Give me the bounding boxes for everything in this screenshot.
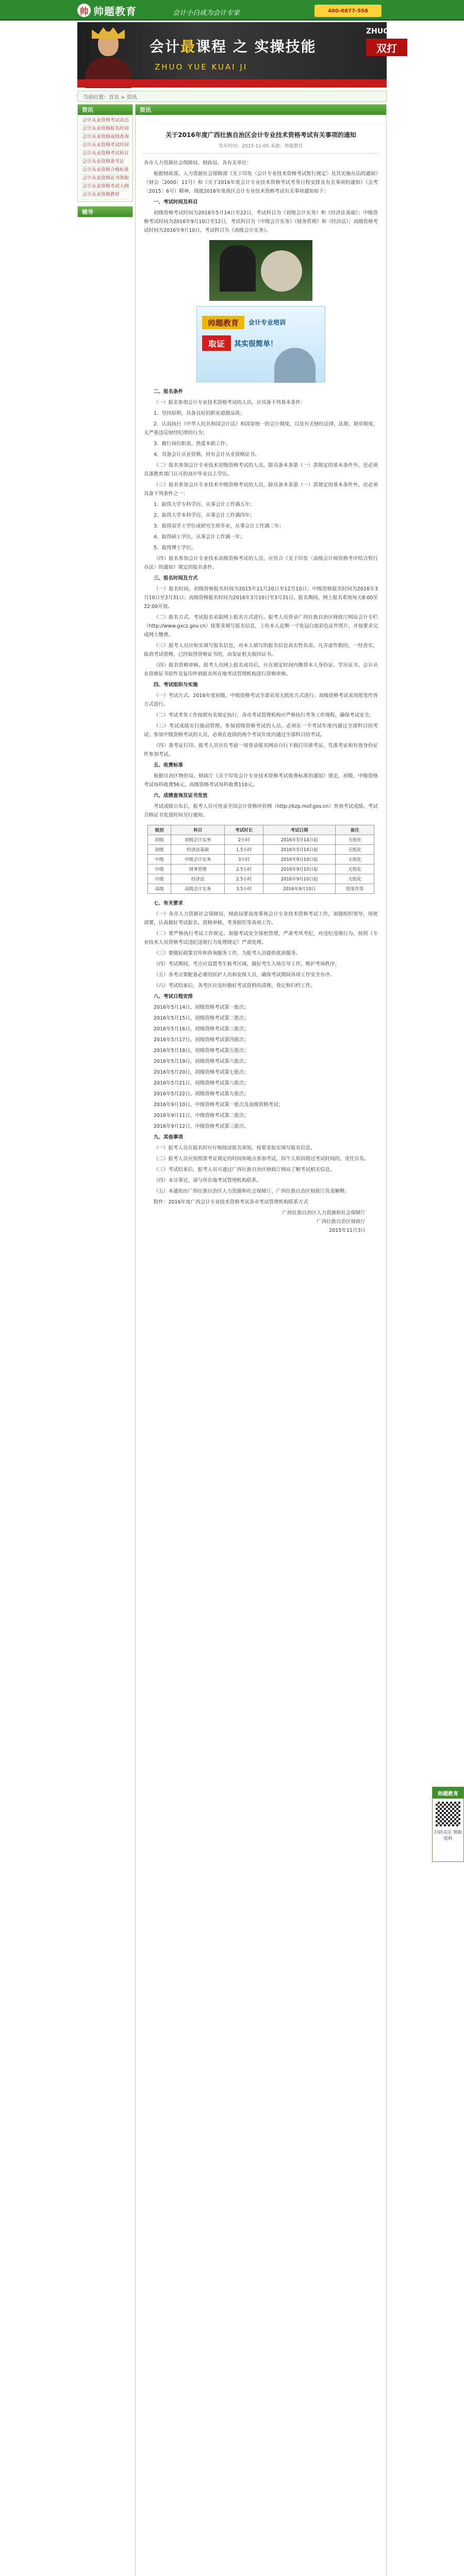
article-body bbox=[136, 159, 386, 1235]
article-paragraph: 1．坚持原则，具备良好的职业道德品质； bbox=[154, 411, 245, 416]
section-heading: 一、考试时间及科目 bbox=[154, 199, 198, 205]
sidebar-news-item[interactable]: · 会计从业资格成绩查询 bbox=[81, 133, 129, 142]
table-cell: 高级会计实务 bbox=[171, 884, 225, 894]
article-paragraph: （四）准考证打印。报考人员应在考前一周登录报名网站自行下载打印准考证，凭准考证和有效身份证件参加考试。 bbox=[144, 743, 378, 757]
section-heading: 四、考试组织与实施 bbox=[154, 682, 198, 688]
banner-title: 会计最课程 之 实操技能 bbox=[150, 38, 317, 55]
sidebar-news-title: 资讯 bbox=[78, 105, 132, 115]
article-paragraph: （一）考试方式。2016年度初级、中级资格考试全部采用无纸化方式进行；高级资格考试采用纸笔作答方式进行。 bbox=[144, 693, 378, 707]
section-heading: 六、成绩查询及证书发放 bbox=[154, 793, 208, 799]
table-cell: 经济法基础 bbox=[171, 845, 225, 855]
float-ad-title: 帅题教育 bbox=[433, 1787, 463, 1799]
article-signature bbox=[144, 1209, 378, 1235]
table-cell: 2.5小时 bbox=[225, 874, 263, 884]
section-heading: 八、考试日程安排 bbox=[154, 994, 193, 999]
hero-banner[interactable] bbox=[77, 22, 397, 88]
promo-banner[interactable] bbox=[196, 306, 325, 382]
qr-code-icon bbox=[436, 1802, 460, 1826]
table-cell: 2016年5月14日起 bbox=[263, 835, 335, 845]
article-paragraph: 2．取得大学本科学历，从事会计工作满四年； bbox=[154, 513, 255, 518]
table-header-cell: 考试时长 bbox=[225, 825, 263, 835]
logo[interactable] bbox=[77, 3, 137, 18]
table-row bbox=[148, 884, 374, 894]
table-cell: 初级会计实务 bbox=[171, 835, 225, 845]
article-paragraph: 3．取得双学士学位或研究生班毕业，从事会计工作满二年； bbox=[154, 523, 285, 529]
sidebar-news-item[interactable]: · 会计从业资格考试大纲 bbox=[81, 183, 129, 191]
article-paragraph: 4．具备会计从业资格，持有会计从业资格证书。 bbox=[154, 452, 260, 457]
table-cell: 1.5小时 bbox=[225, 845, 263, 855]
table-cell: 中级 bbox=[148, 874, 171, 884]
article-paragraph: 2016年5月17日，初级资格考试第四批次； bbox=[154, 1037, 249, 1043]
article-paragraph: （三）考试成绩实行滚动管理。参加初级资格考试的人员，必须在一个考试年度内通过全部科目的考试；参加中级资格考试的人员，必须在连续的两个考试年度内通过全部科目的考试。 bbox=[144, 723, 378, 738]
site-header bbox=[0, 0, 464, 21]
article-paragraph: 2016年5月19日，初级资格考试第六批次； bbox=[154, 1059, 249, 1064]
article-paragraph: （三）报考人员应如实填写报名信息，对本人填写的报名信息真实性负责。凡弄虚作假的，一经查实，取消考试资格，已经取得资格证书的，由发证机关收回证书。 bbox=[144, 643, 378, 657]
signature-org2: 广西壮族自治区财政厅 bbox=[316, 1219, 366, 1225]
article-paragraph: 2016年5月20日，初级资格考试第七批次； bbox=[154, 1070, 249, 1075]
article-paragraph: （四）未尽事宜，请与所在地考试管理机构联系。 bbox=[154, 1178, 262, 1183]
article-paragraph: （二）考试考务工作按照有关规定执行，各市考试管理机构应严格执行考务工作规程，确保考试安全。 bbox=[154, 713, 374, 718]
article-paragraph: 2016年5月15日，初级资格考试第二批次； bbox=[154, 1015, 249, 1021]
table-row bbox=[148, 835, 374, 845]
article-paragraph: 2016年5月18日，初级资格考试第五批次； bbox=[154, 1048, 249, 1054]
slogan: 会计小白成为会计专家 bbox=[173, 9, 240, 17]
sidebar-news-item[interactable]: · 会计从业资格教材 bbox=[81, 191, 129, 199]
article-image bbox=[209, 240, 312, 301]
article-paragraph: 2016年9月12日，中级资格考试第三批次。 bbox=[154, 1124, 249, 1129]
logo-text: 帅题教育 bbox=[93, 5, 137, 18]
table-header-cell: 级别 bbox=[148, 825, 171, 835]
promo-line1: 会计专业培训 bbox=[248, 319, 286, 326]
article-paragraph: 根据财政部、人力资源社会保障部《关于印发〈会计专业技术资格考试暂行规定〉及其实施办法的通知》（财会〔2000〕11号）和《关于2016年度会计专业技术资格考试考务日程安排及有关事项的通知》（会考〔2015〕6号）精神，现就2016年度我区会计专业技术资格考试有关事项通知如下： bbox=[144, 171, 378, 194]
sidebar-news-item[interactable]: · 会计从业资格考试动态 bbox=[81, 117, 129, 125]
table-cell: 2小时 bbox=[225, 835, 263, 845]
table-cell: 2016年9月10日起 bbox=[263, 874, 335, 884]
article-paragraph: 2016年9月10日，中级资格考试第一批次及高级资格考试； bbox=[154, 1102, 284, 1108]
table-row bbox=[148, 874, 374, 884]
table-cell: 初级 bbox=[148, 835, 171, 845]
breadcrumb: 当前位置：首页 > 资讯 bbox=[77, 91, 387, 102]
section-heading: 三、报名时间及方式 bbox=[154, 575, 198, 581]
table-row bbox=[148, 865, 374, 874]
table-cell: 无纸化 bbox=[336, 874, 374, 884]
article-paragraph: 考试成绩公布后，报考人员可登录全国会计资格评价网（http://kzp.mof.gov.cn）查询考试成绩。考试合格证书发放时间另行通知。 bbox=[144, 804, 378, 818]
main-content bbox=[135, 104, 387, 2576]
article-paragraph: 根据自治区物价局、财政厅《关于印发会计专业技术资格考试收费标准的通知》规定，初级、中级资格考试每科收费56元，高级资格考试每科收费110元。 bbox=[144, 773, 378, 788]
table-cell: 无纸化 bbox=[336, 845, 374, 855]
article-paragraph: （二）报名参加会计专业技术初级资格考试的人员，除具备本条第（一）款规定的基本条件外，还必须具备教育部门认可的高中毕业以上学历。 bbox=[144, 463, 378, 477]
sidebar-news-box bbox=[77, 104, 133, 202]
signature-org1: 广西壮族自治区人力资源和社会保障厅 bbox=[282, 1210, 366, 1216]
article-paragraph: （二）报考人员应按照准考证规定的时间和地点参加考试，因个人原因错过考试时间的，责任自负。 bbox=[154, 1156, 370, 1162]
table-cell: 2016年9月10日起 bbox=[263, 855, 335, 865]
article-paragraph: 2．认真执行《中华人民共和国会计法》和国家统一的会计制度，以及有关财经法律、法规、规章制度，无严重违反财经纪律的行为； bbox=[144, 421, 378, 436]
banner-brand: ZHUO YUE KUAI JI bbox=[155, 62, 248, 72]
sidebar-tutoring-title: 辅导 bbox=[78, 207, 132, 217]
table-header-cell: 备注 bbox=[336, 825, 374, 835]
section-heading: 二、报名条件 bbox=[154, 389, 184, 395]
article-title: 关于2016年度广西壮族自治区会计专业技术资格考试有关事项的通知 bbox=[165, 131, 356, 139]
table-cell: 无纸化 bbox=[336, 835, 374, 845]
sidebar-news-item[interactable]: · 会计从业资格报名时间 bbox=[81, 125, 129, 133]
article-paragraph: 1．取得大学专科学历，从事会计工作满五年； bbox=[154, 502, 255, 507]
promo-person-image bbox=[274, 348, 316, 383]
signature-date: 2015年11月3日 bbox=[329, 1228, 366, 1233]
article-meta: 发布时间：2015-11-05 来源：帅题教育 bbox=[219, 144, 303, 149]
article-paragraph: （一）报名时间。初级资格报名时间为2015年11月20日至12月10日；中级资格报名时间为2016年3月10日至3月31日；高级资格报名时间为2016年3月10日至3月31日。报名期间，网上报名系统每天8:00至22:00开放。 bbox=[144, 586, 378, 609]
banner-person-image bbox=[82, 27, 134, 88]
sidebar-news-list bbox=[78, 115, 132, 201]
promo-badge: 帅题教育 bbox=[202, 316, 244, 329]
article-paragraph: 各市人力资源社会保障局、财政局，各有关单位： bbox=[144, 160, 252, 166]
article-paragraph: 2016年5月16日，初级资格考试第三批次； bbox=[154, 1026, 249, 1032]
table-cell: 财务管理 bbox=[171, 865, 225, 874]
article-paragraph: 3．履行岗位职责，热爱本职工作； bbox=[154, 441, 230, 447]
sidebar-news-item[interactable]: · 会计从业资格证书领取 bbox=[81, 175, 129, 183]
banner-strip bbox=[77, 79, 387, 88]
sidebar-news-item[interactable]: · 会计从业资格考试时间 bbox=[81, 142, 129, 150]
article-paragraph: （五）本通知由广西壮族自治区人力资源和社会保障厅、广西壮族自治区财政厅负责解释。 bbox=[154, 1189, 350, 1194]
table-cell: 初级 bbox=[148, 845, 171, 855]
article-paragraph: 2016年5月22日，初级资格考试第九批次； bbox=[154, 1091, 249, 1097]
table-cell: 纸笔作答 bbox=[336, 884, 374, 894]
divider bbox=[143, 153, 379, 154]
table-row bbox=[148, 855, 374, 865]
article-paragraph: （六）考试结束后，各考区应及时做好考试资料的清理、登记和归档工作。 bbox=[154, 983, 316, 989]
float-ad-text: 扫码关注 领取资料 bbox=[434, 1830, 462, 1841]
sidebar-tutoring-box bbox=[77, 206, 133, 217]
article-paragraph: 2016年5月21日，初级资格考试第八批次； bbox=[154, 1080, 249, 1086]
sidebar-news-item[interactable]: · 会计从业资格考试科目 bbox=[81, 150, 129, 158]
promo-line2: 其实很简单！ bbox=[234, 340, 277, 348]
article-paragraph: 附件：2016年度广西会计专业技术资格考试各市考试管理机构联系方式 bbox=[154, 1199, 308, 1205]
table-cell: 无纸化 bbox=[336, 865, 374, 874]
article-paragraph: （一）报名参加会计专业技术资格考试的人员，应具备下列基本条件： bbox=[154, 400, 306, 405]
table-cell: 高级 bbox=[148, 884, 171, 894]
exam-schedule-table bbox=[147, 825, 374, 894]
table-cell: 无纸化 bbox=[336, 855, 374, 865]
floating-qr-ad[interactable] bbox=[432, 1787, 464, 1862]
article-paragraph: （一）报考人员在报名时应仔细阅读报名须知，按要求如实填写报名信息。 bbox=[154, 1145, 316, 1151]
table-cell: 2016年9月10日起 bbox=[263, 865, 335, 874]
banner-side-badge: 双打 bbox=[366, 39, 407, 56]
article-paragraph: （四）报名参加会计专业技术高级资格考试的人员，应符合《关于印发〈高级会计师资格考评结合暂行办法〉的通知》规定的报名条件。 bbox=[144, 556, 378, 570]
table-row bbox=[148, 845, 374, 855]
table-cell: 3小时 bbox=[225, 855, 263, 865]
article-paragraph: （二）要严格执行考试工作规定，加强考试安全保密管理，严肃考风考纪，对违纪违规行为，按照《专业技术人员资格考试违纪违规行为处理规定》严肃处理。 bbox=[144, 931, 378, 945]
table-cell: 经济法 bbox=[171, 874, 225, 884]
article-paragraph: （五）各考点要配备必要的医护人员和安保人员，确保考试期间各项工作安全有序。 bbox=[154, 972, 335, 978]
table-cell: 中级 bbox=[148, 865, 171, 874]
logo-mark: 帅 bbox=[77, 4, 91, 17]
article-paragraph: 4．取得硕士学位，从事会计工作满一年； bbox=[154, 534, 245, 540]
table-cell: 3.5小时 bbox=[225, 884, 263, 894]
table-header-cell: 科目 bbox=[171, 825, 225, 835]
article-paragraph: 5．取得博士学位。 bbox=[154, 545, 196, 551]
sidebar-news-item[interactable]: · 会计从业资格准考证 bbox=[81, 158, 129, 166]
table-cell: 2016年5月14日起 bbox=[263, 845, 335, 855]
table-cell: 2016年9月10日 bbox=[263, 884, 335, 894]
table-cell: 中级 bbox=[148, 855, 171, 865]
sidebar-news-item[interactable]: · 会计从业资格合格标准 bbox=[81, 166, 129, 175]
banner-side-sub: ZHUO bbox=[366, 27, 390, 36]
table-cell: 中级会计实务 bbox=[171, 855, 225, 865]
article-paragraph: （三）报名参加会计专业技术中级资格考试的人员，除具备本条第（一）款规定的基本条件外，还必须具备下列条件之一： bbox=[144, 482, 378, 497]
article-paragraph: 2016年9月11日，中级资格考试第二批次； bbox=[154, 1113, 249, 1118]
section-heading: 五、收费标准 bbox=[154, 762, 184, 768]
article-paragraph: （四）报名资格审核。报考人员网上报名成功后，应在规定时间内携带本人身份证、学历证书、会计从业资格证书原件及复印件到报名所在地考试管理机构进行资格审核。 bbox=[144, 663, 378, 677]
promo-badge2: 取证 bbox=[202, 335, 231, 351]
article-paragraph: （二）报名方式。考试报名采取网上报名方式进行。报考人员登录广西壮族自治区财政厅网站会计专栏（http://www.gxcz.gov.cn）按要求填写报名信息，上传本人近期一寸免冠白底彩色证件照片，并按要求完成网上缴费。 bbox=[144, 615, 378, 638]
article-paragraph: （三）考试结束后，报考人员可通过广西壮族自治区财政厅网站了解考试相关信息。 bbox=[154, 1167, 335, 1173]
section-heading: 七、有关要求 bbox=[154, 901, 184, 906]
table-header-cell: 考试日期 bbox=[263, 825, 335, 835]
hotline-badge[interactable]: 400-6877-558 bbox=[314, 5, 382, 17]
table-cell: 2.5小时 bbox=[225, 865, 263, 874]
left-sidebar bbox=[77, 104, 133, 222]
article-paragraph: 2016年5月14日，初级资格考试第一批次； bbox=[154, 1005, 249, 1010]
article-paragraph: （四）考试期间，考点应设置考生候考区域，做好考生入场引导工作，维护考场秩序。 bbox=[154, 961, 340, 967]
main-section-title: 资讯 bbox=[136, 105, 386, 115]
section-heading: 九、其他事项 bbox=[154, 1134, 184, 1140]
article-paragraph: （三）要做好政策宣传和咨询服务工作，为报考人员提供优质服务。 bbox=[154, 951, 301, 956]
article-paragraph: （一）各市人力资源社会保障局、财政局要高度重视会计专业技术资格考试工作，加强组织领导，周密部署，认真做好考试报名、资格审核、考务组织等各项工作。 bbox=[144, 911, 378, 926]
article-paragraph: 初级资格考试时间为2016年5月14日至22日，考试科目为《初级会计实务》和《经济法基础》；中级资格考试时间为2016年9月10日至12日，考试科目为《中级会计实务》《财务管理》和《经济法》；高级资格考试时间为2016年9月10日，考试科目为《高级会计实务》。 bbox=[144, 210, 378, 233]
